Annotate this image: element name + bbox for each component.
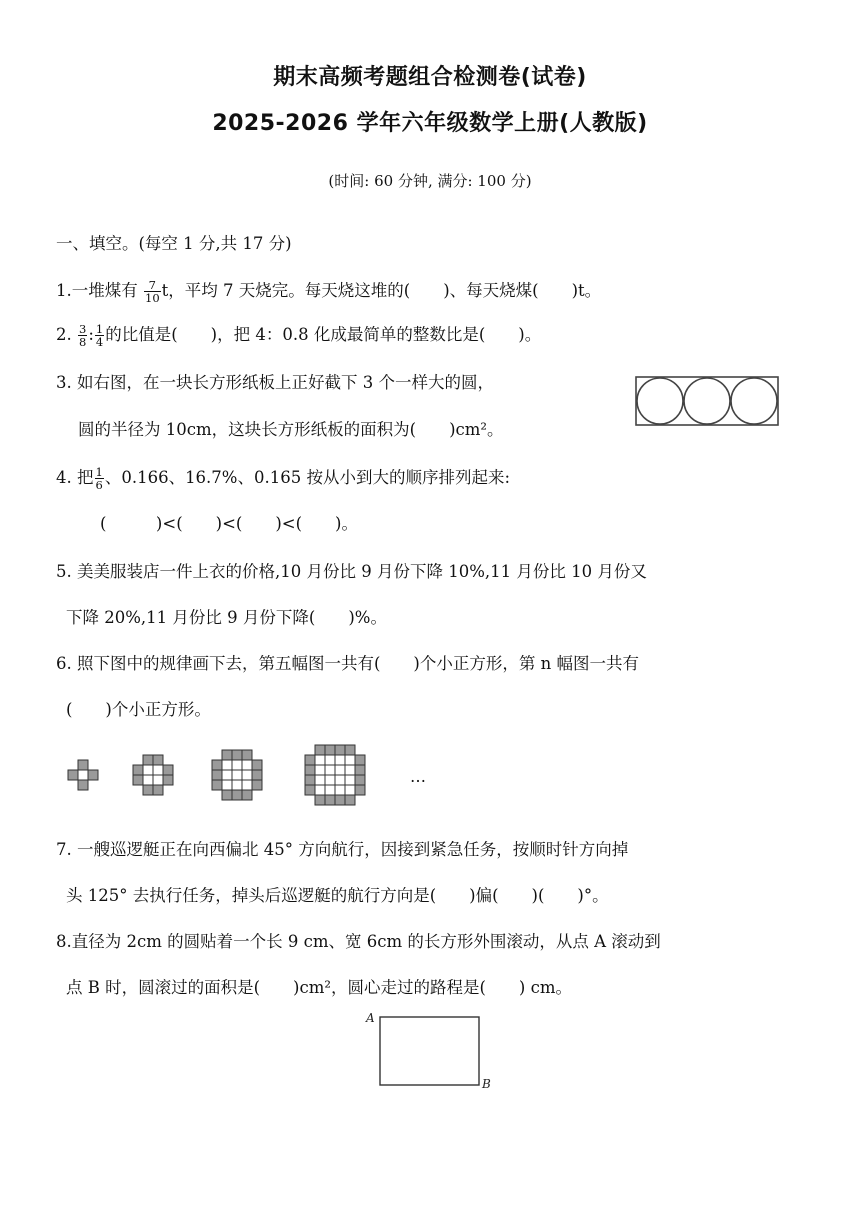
pattern-square [335,775,345,785]
pattern-square [345,745,355,755]
pattern-square [325,785,335,795]
point-b-label: B [482,1077,491,1091]
rectangle-shape [380,1017,479,1085]
pattern-square [355,755,365,765]
q1-prefix: 1.一堆煤有 [56,281,143,300]
pattern-square [78,780,88,790]
q2-colon: : [88,325,94,344]
q4-frac-num: 1 [95,465,103,479]
pattern-square [345,765,355,775]
q4-frac-den: 6 [95,478,103,492]
pattern-square [335,765,345,775]
pattern-square [212,760,222,770]
question-2 [56,323,541,348]
q2-prefix: 2. [56,325,77,344]
pattern-square [153,755,163,765]
question-8-line-2: 点 B 时，圆滚过的面积是( )cm²，圆心走过的路程是( ) cm。 [66,978,572,997]
exam-title: 期末高频考题组合检测卷(试卷) [273,65,587,90]
q2-fraction-2 [95,323,104,348]
question-4-blanks: ( )<( )<( )<( )。 [100,514,358,533]
pattern-square [88,770,98,780]
pattern-figure-4 [305,745,365,805]
question-1 [56,279,601,304]
q2-f2-den: 4 [95,335,104,349]
q1-frac-num: 7 [144,279,161,292]
pattern-square [325,775,335,785]
pattern-figure-1 [68,760,98,790]
pattern-square [242,770,252,780]
pattern-square [232,760,242,770]
pattern-square [252,780,262,790]
pattern-square [252,760,262,770]
q2-suffix: 的比值是( )，把 4：0.8 化成最简单的整数比是( )。 [105,325,542,344]
pattern-square [212,770,222,780]
pattern-square [232,750,242,760]
pattern-square [133,765,143,775]
pattern-square [222,770,232,780]
square-pattern-figure [60,735,460,815]
pattern-figure-3 [212,750,262,800]
pattern-square [345,775,355,785]
question-3-line-2: 圆的半径为 10cm，这块长方形纸板的面积为( )cm²。 [78,420,504,439]
pattern-square [143,785,153,795]
pattern-square [345,755,355,765]
pattern-square [163,765,173,775]
pattern-square [143,765,153,775]
pattern-square [315,745,325,755]
pattern-square [242,790,252,800]
pattern-square [305,765,315,775]
pattern-square [143,775,153,785]
q2-fraction-1 [78,323,87,348]
pattern-square [335,745,345,755]
q4-suffix: 、0.166、16.7%、0.165 按从小到大的顺序排列起来: [104,468,511,487]
pattern-square [335,795,345,805]
pattern-square [242,750,252,760]
pattern-square [355,765,365,775]
point-a-label: A [366,1011,375,1025]
pattern-square [345,795,355,805]
pattern-square [345,785,355,795]
pattern-square [252,770,262,780]
pattern-square [325,755,335,765]
pattern-ellipsis: … [410,767,426,786]
pattern-square [355,785,365,795]
question-7-line-2: 头 125° 去执行任务，掉头后巡逻艇的航行方向是( )偏( )( )°。 [66,886,609,905]
pattern-square [222,750,232,760]
exam-time-score: (时间: 60 分钟, 满分: 100 分) [328,172,532,190]
exam-subtitle: 2025-2026 学年六年级数学上册(人教版) [212,111,648,136]
pattern-square [315,755,325,765]
pattern-square [222,780,232,790]
rectangle-ab-figure [360,1008,500,1094]
pattern-square [335,755,345,765]
q1-fraction [144,279,161,304]
question-5-line-1: 5. 美美服装店一件上衣的价格,10 月份比 9 月份下降 10%,11 月份比 10 月份又 [56,562,647,581]
question-4 [56,466,510,491]
q2-f1-num: 3 [79,322,87,336]
pattern-square [305,785,315,795]
pattern-square [222,760,232,770]
pattern-square [305,755,315,765]
pattern-square [232,770,242,780]
q4-fraction [95,466,104,491]
question-5-line-2: 下降 20%,11 月份比 9 月份下降( )%。 [66,608,387,627]
pattern-square [232,790,242,800]
question-6-line-2: ( )个小正方形。 [66,700,211,719]
question-8-line-1: 8.直径为 2cm 的圆贴着一个长 9 cm、宽 6cm 的长方形外围滚动，从点 A 滚动到 [56,932,661,951]
pattern-square [143,755,153,765]
q1-suffix: t，平均 7 天烧完。每天烧这堆的( )、每天烧煤( )t。 [161,281,602,300]
pattern-square [315,765,325,775]
pattern-figure-2 [133,755,173,795]
pattern-square [335,785,345,795]
pattern-square [315,785,325,795]
three-circles-figure [634,374,782,428]
pattern-square [78,770,88,780]
question-3-line-1: 3. 如右图，在一块长方形纸板上正好截下 3 个一样大的圆， [56,373,494,392]
q1-frac-den: 10 [145,291,160,305]
pattern-square [315,795,325,805]
pattern-square [153,765,163,775]
q2-f2-num: 1 [95,322,104,336]
pattern-square [242,780,252,790]
pattern-square [355,775,365,785]
pattern-square [153,775,163,785]
question-7-line-1: 7. 一艘巡逻艇正在向西偏北 45° 方向航行，因接到紧急任务，按顺时针方向掉 [56,840,629,859]
pattern-square [242,760,252,770]
pattern-square [232,780,242,790]
pattern-square [325,745,335,755]
pattern-square [153,785,163,795]
pattern-square [133,775,143,785]
q4-prefix: 4. 把 [56,468,94,487]
pattern-square [305,775,315,785]
pattern-square [212,780,222,790]
question-6-line-1: 6. 照下图中的规律画下去，第五幅图一共有( )个小正方形，第 n 幅图一共有 [56,654,639,673]
section-heading: 一、填空。(每空 1 分,共 17 分) [56,234,292,253]
pattern-square [163,775,173,785]
pattern-square [78,760,88,770]
pattern-square [325,765,335,775]
pattern-square [315,775,325,785]
pattern-square [325,795,335,805]
q2-f1-den: 8 [79,335,87,349]
pattern-square [68,770,78,780]
pattern-square [222,790,232,800]
